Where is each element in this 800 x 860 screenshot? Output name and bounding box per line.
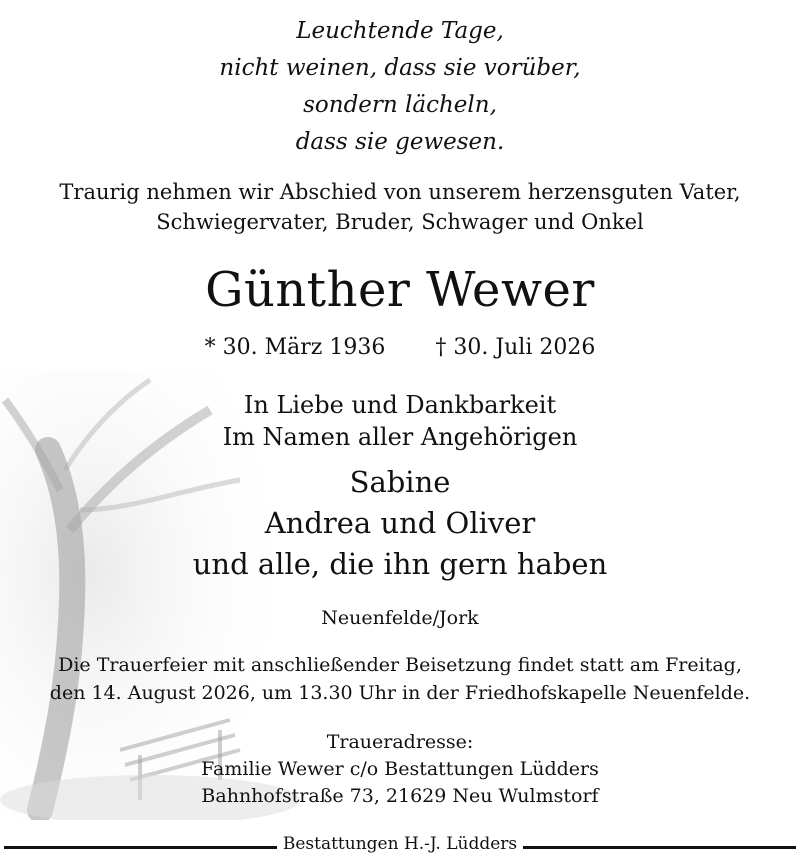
footer (0, 834, 800, 860)
place: Neuenfelde/Jork (321, 607, 479, 629)
mourner-name-1: Sabine (349, 465, 451, 499)
birth-date: * 30. März 1936 (204, 335, 386, 360)
intro-line-1: Traurig nehmen wir Abschied von unserem herzensguten Vater, (59, 180, 741, 204)
address-line-2: Bahnhofstraße 73, 21629 Neu Wulmstorf (201, 785, 599, 807)
life-dates (0, 335, 800, 360)
intro-line-2: Schwiegervater, Bruder, Schwager und Onkel (156, 210, 644, 234)
address-label: Traueradresse: (326, 731, 474, 753)
mourners-line-1: In Liebe und Dankbarkeit (243, 391, 557, 419)
poem-line-4: dass sie gewesen. (295, 129, 505, 155)
death-date: † 30. Juli 2026 (435, 335, 596, 360)
mourners-line-2: Im Namen aller Angehörigen (222, 423, 578, 451)
footer-label-wrap (0, 834, 800, 854)
funeral-line-1: Die Trauerfeier mit anschließender Beisetzung findet statt am Freitag, (58, 654, 742, 676)
deceased-name: Günther Wewer (205, 262, 595, 318)
funeral-home-name: Bestattungen H.-J. Lüdders (277, 834, 523, 854)
poem-line-1: Leuchtende Tage, (296, 18, 504, 44)
address-line-1: Familie Wewer c/o Bestattungen Lüdders (201, 758, 599, 780)
funeral-line-2: den 14. August 2026, um 13.30 Uhr in der Friedhofskapelle Neuenfelde. (49, 682, 751, 704)
mourner-name-3: und alle, die ihn gern haben (192, 547, 608, 581)
mourner-name-2: Andrea und Oliver (264, 506, 536, 540)
poem-line-2: nicht weinen, dass sie vorüber, (219, 55, 581, 81)
poem-line-3: sondern lächeln, (303, 92, 497, 118)
